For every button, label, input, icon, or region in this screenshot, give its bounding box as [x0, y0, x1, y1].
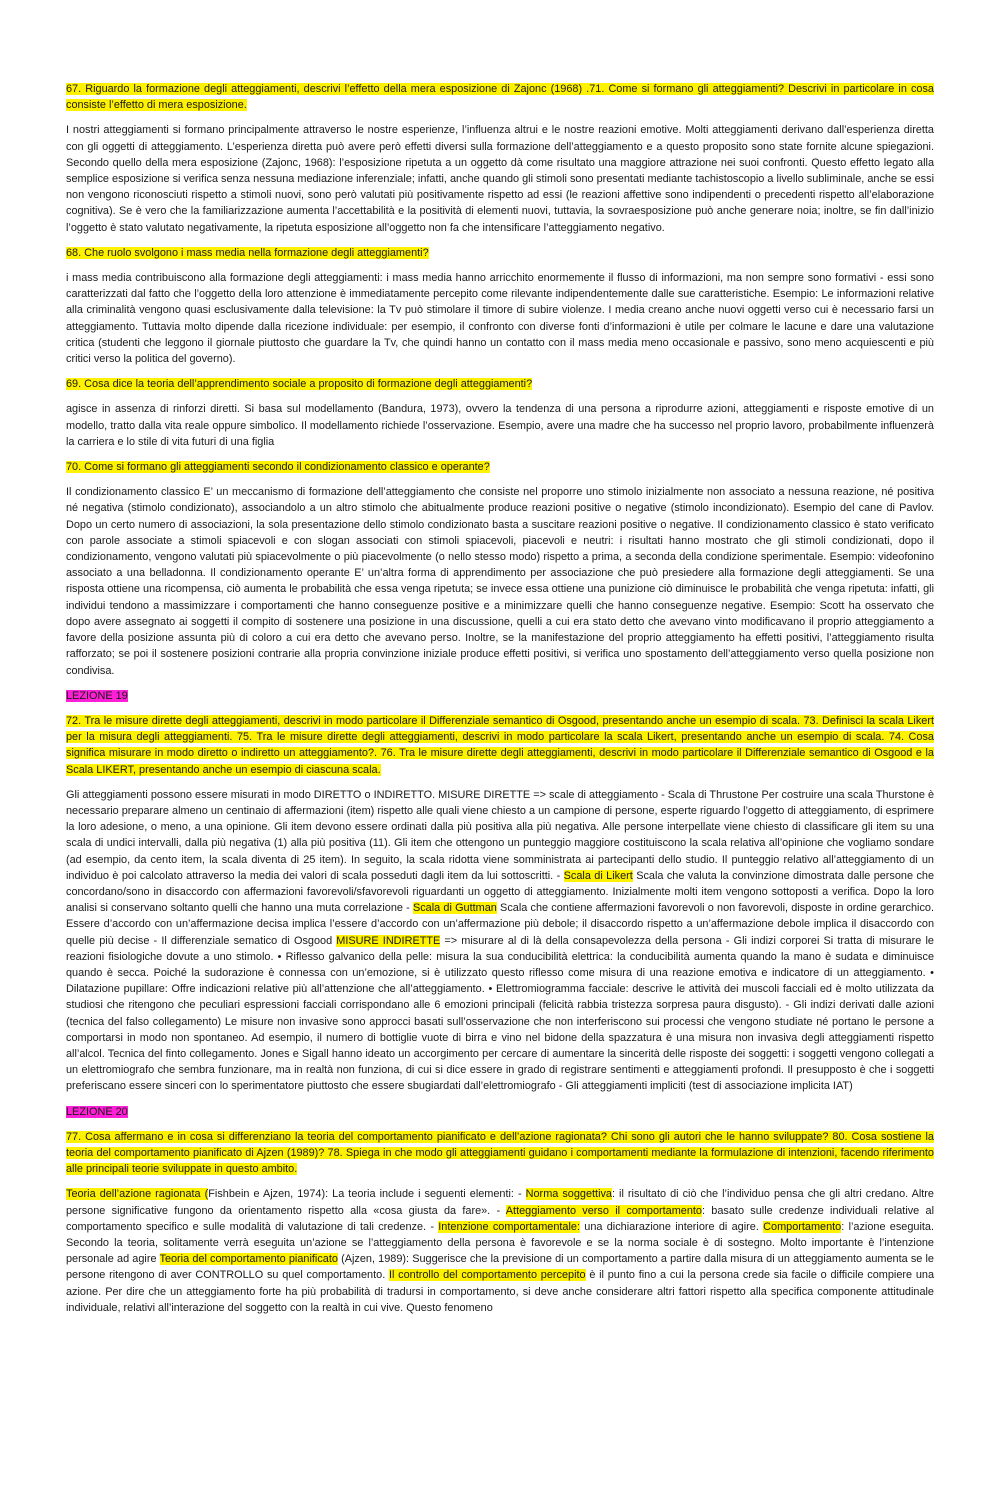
answer-text: i mass media contribuiscono alla formazione degli atteggiamenti: i mass media hanno arricchito enormemente il flusso di informazioni, ma non sempre sono formativi - essi sono caratterizzati dal fatto che l’oggetto della loro attenzione è immediatamente percepito come rilevante indipendentemente dalle sue caratteristiche. Esempio: Le informazioni relative alla criminalità vengono quasi esclusivamente dalla televisione: la Tv può stimolare il timore di subire violenze. I media creano anche nuovi oggetti verso cui è necessario farsi un atteggiamento. Tuttavia molto dipende dalla ricezione individuale: per esempio, il confronto con diverse fonti d’informazioni è utile per colmare le lacune e dare una valutazione critica (studenti che leggono il giornale piuttosto che guardare la Tv, che quindi hanno un contatto con il mass media meno occasionale e passivo, sono meno acquiescenti e più critici verso la politica del governo). [66, 272, 934, 366]
term-highlight: Intenzione comportamentale: [438, 1220, 580, 1233]
answer-69 [66, 401, 934, 450]
term-highlight: Atteggiamento verso il comportamento [505, 1204, 702, 1217]
answer-text: agisce in assenza di rinforzi diretti. Si basa sul modellamento (Bandura, 1973), ovvero la tendenza di una persona a riprodurre azioni, atteggiamenti e risposte emotive di un modello, tratto dalla vita reale oppure simbolico. Il modellamento richiede l’osservazione. Esempio, avere una madre che ha successo nel proprio lavoro, probabilmente influenzerà la carriera e lo stile di vita futuri di una figlia [66, 403, 934, 448]
answer-72 [66, 787, 934, 1095]
term-highlight: Il controllo del comportamento percepito [388, 1269, 586, 1282]
term-highlight-misure-indirette: MISURE INDIRETTE [336, 934, 441, 947]
question-highlight: 70. Come si formano gli atteggiamenti secondo il condizionamento classico e operante? [66, 461, 490, 474]
question-highlight: 67. Riguardo la formazione degli atteggiamenti, descrivi l’effetto della mera esposizione di Zajonc (1968) .71. Come si formano gli atteggiamenti? Descrivi in particolare in cosa consiste l’effetto di mera esposizione. [66, 83, 934, 112]
term-highlight: Norma soggettiva [525, 1188, 612, 1201]
answer-67 [66, 122, 934, 235]
term-highlight: Comportamento [763, 1220, 842, 1233]
answer-text: : basato sulle credenze individuali relative al comportamento specifico e sulle modalità di valutazione di tali credenze. - [66, 1204, 934, 1233]
question-69 [66, 376, 934, 392]
term-highlight-guttman: Scala di Guttman [412, 902, 497, 915]
lesson-highlight: LEZIONE 20 [66, 1105, 128, 1118]
question-67 [66, 81, 934, 113]
question-highlight: 69. Cosa dice la teoria dell’apprendimento sociale a proposito di formazione degli atteggiamenti? [66, 378, 533, 391]
lesson-highlight: LEZIONE 19 [66, 689, 128, 702]
answer-text: Scala che valuta la convinzione dimostrata dalle persone che concordano/sono in disaccordo con affermazioni favorevoli/sfavorevoli riguardanti un oggetto di atteggiamento. Inizialmente molti item vengono sottoposti a verifica. Dopo la loro analisi si conservano soltanto quelli che hanno una muta correlazione - [66, 869, 935, 915]
question-highlight: 77. Cosa affermano e in cosa si differenziano la teoria del comportamento pianificato e dell’azione ragionata? Chi sono gli autori che le hanno sviluppate? 80. Cosa sostiene la teoria del comportamento pianificato di Ajzen (1989)? 78. Spiega in che modo gli atteggiamenti guidano i comportamenti mediante la formulazione di intenzioni, facendo riferimento alle principali teorie sviluppate in questo ambito. [66, 1130, 934, 1176]
question-highlight: 72. Tra le misure dirette degli atteggiamenti, descrivi in modo particolare il Differenziale semantico di Osgood, presentando anche un esempio di scala. 73. Definisci la scala Likert per la misura degli atteggiamenti. 75. Tra le misure dirette degli atteggiamenti, descrivi in modo particolare la scala Likert, presentando anche un esempio di scala. 74. Cosa significa misurare in modo diretto o indiretto un atteggiamento?. 76. Tra le misure dirette degli atteggiamenti, descrivi in modo particolare il Differenziale semantico di Osgood e la Scala LIKERT, presentando anche un esempio di ciascuna scala. [66, 714, 934, 776]
answer-text: Gli atteggiamenti possono essere misurati in modo DIRETTO o INDIRETTO. MISURE DIRETTE => scale di atteggiamento - Scala di Thrustone Per costruire una scala Thurstone è necessario preparare almeno un centinaio di affermazioni (item) rispetto alle quali viene chiesto a un campione di persone, esperte riguardo l’oggetto di atteggiamento, di esprimere la loro adesione, o meno, a una opinione. Gli item devono essere ordinati dalla più positiva alla più negativa. Alle persone interpellate viene chiesto di classificare gli item su una scala di undici intervalli, dalla più negativa (1) alla più positiva (11). Gli item che ottengono un punteggio maggiore costituiscono la scala relativa all’opinione che vogliamo sondare (ad esempio, da cento item, la scala diventa di 25 item). In seguito, la scala ridotta viene somministrata ai partecipanti dello studio. Il punteggio relativo all’atteggiamento di un individuo è poi calcolato attraverso la media dei valori di scala posseduti dagli item da lui sottoscritti. - [66, 788, 934, 882]
answer-68 [66, 270, 934, 367]
answer-text: (Ajzen, 1989): Suggerisce che la previsione di un comportamento a partire dalla misura di un atteggiamento aumenta se le persone ritengono di aver CONTROLLO su quel comportamento. [66, 1253, 934, 1282]
question-72 [66, 713, 934, 778]
term-highlight: Teoria del comportamento pianificato [159, 1253, 338, 1266]
lesson-heading-19 [66, 688, 934, 704]
answer-text: Scala che contiene affermazioni favorevoli o non favorevoli, disposte in ordine gerarchico. Essere d’accordo con un’affermazione decisa implica l’essere d’accordo con un’affermazione più debole; il disaccordo rispetto a un’affermazione debole implica il disaccordo con quelle più decise - Il differenziale sematico di Osgood [66, 902, 934, 947]
question-77 [66, 1129, 934, 1178]
question-70 [66, 459, 934, 475]
answer-text: Fishbein e Ajzen, 1974): La teoria include i seguenti elementi: - [208, 1188, 526, 1201]
answer-text: una dichiarazione interiore di agire. [580, 1220, 764, 1233]
term-highlight-likert: Scala di Likert [563, 869, 633, 882]
answer-70 [66, 484, 934, 678]
answer-77 [66, 1186, 934, 1316]
question-68 [66, 245, 934, 261]
answer-text: Il condizionamento classico E’ un meccanismo di formazione dell’atteggiamento che consiste nel proporre uno stimolo inizialmente non associato a nessuna reazione, né positiva né negativa (stimolo condizionato), associandolo a un altro stimolo che abitualmente produce reazioni positive o negative (stimolo incondizionato). Esempio del cane di Pavlov. Dopo un certo numero di associazioni, la sola presentazione dello stimolo condizionato basta a suscitare reazioni positive o negative. Il condizionamento classico è stato verificato con parole associate a stimoli spiacevoli e con slogan associati con stimoli spiacevoli, piacevoli e neutri: i risultati hanno mostrato che gli stimoli condizionati, dopo il condizionamento, vengono valutati più spiacevolmente o più piacevolmente (o nello stesso modo) rispetto a prima, a seconda della condizione sperimentale. Esempio: videofonino associato a una belladonna. Il condizionamento operante E’ un’altra forma di apprendimento per associazione che può presiedere alla formazione degli atteggiamenti. Se una risposta ottiene una ricompensa, ciò aumenta le probabilità che essa venga ripetuta; se invece essa ottiene una punizione ciò diminuisce le probabilità che venga ripetuta: infatti, gli individui tendono a massimizzare i comportamenti che hanno conseguenze positive e a minimizzare quelli che hanno conseguenze negative. Esempio: Scott ha osservato che dopo avere assegnato ai soggetti il compito di sostenere una posizione in una discussione, quelli a cui era stato detto che avevano vinto modificavano il proprio atteggiamento a favore della posizione assunta più di coloro a cui era detto che avevano perso. Inoltre, se la manifestazione del proprio atteggiamento ha effetti positivi, l’atteggiamento risulta rafforzato; se poi il sostenere posizioni contrarie alla propria convinzione iniziale produce effetti positivi, si verifica uno spostamento dell’atteggiamento verso quella posizione non condivisa. [66, 486, 934, 677]
answer-text: : l’azione eseguita. Secondo la teoria, solitamente verrà eseguita un’azione se l’atteggiamento della persona è favorevole e se la norma sociale è di sostegno. Molto importante è l’intenzione personale ad agire [66, 1220, 934, 1266]
answer-text: : il risultato di ciò che l’individuo pensa che gli altri credano. Altre persone significative fungono da orientamento rispetto alla «cosa giusta da fare». - [66, 1188, 934, 1217]
question-highlight: 68. Che ruolo svolgono i mass media nella formazione degli atteggiamenti? [66, 246, 429, 259]
answer-text: I nostri atteggiamenti si formano principalmente attraverso le nostre esperienze, l’influenza altrui e le nostre reazioni emotive. Molti atteggiamenti derivano dall’esperienza diretta con gli oggetti di atteggiamento. L’esperienza diretta può avere però effetti diversi sulla formazione dell’atteggiamento e a questo proposito sono state fornite alcune spiegazioni. Secondo quello della mera esposizione (Zajonc, 1968): l’esposizione ripetuta a un oggetto dà come risultato una maggiore attrazione nei suoi confronti. Questo effetto legato alla semplice esposizione si verifica senza nessuna mediazione inferenziale; infatti, anche quando gli stimoli sono presentati mediante tachistoscopio a livello subliminale, anche se essi non vengono riconosciuti rispetto a stimoli nuovi, sono però valutati più positivamente rispetto ad essi (le reazioni affettive sono indipendenti o precedenti rispetto all’elaborazione cognitiva). Se è vero che la familiarizzazione aumenta l’accettabilità e la positività di elementi nuovi, tuttavia, la sovraesposizione può anche generare noia; inoltre, se fin dall’inizio l’oggetto è stato valutato negativamente, la ripetuta esposizione all’oggetto non fa che intensificare l’atteggiamento negativo. [66, 124, 934, 234]
term-highlight: Teoria dell’azione ragionata ( [66, 1188, 209, 1201]
answer-text: è il punto fino a cui la persona crede sia facile o difficile compiere una azione. Per dire che un atteggiamento forte ha più probabilità di tradursi in comportamento, si deve anche considerare altri fattori rispetto alla specifica componente attitudinale individuale, relativi all’interazione del soggetto con la realtà in cui vive. Questo fenomeno [66, 1269, 934, 1314]
answer-text: => misurare al di là della consapevolezza della persona - Gli indizi corporei Si tratta di misurare le reazioni fisiologiche dovute a uno stimolo. • Riflesso galvanico della pelle: misura la sua conducibilità elettrica: la conducibilità aumenta quando la mano è sudata e diminuisce quando è secca. Poiché la sudorazione è connessa con un’emozione, si è utilizzato questo riflesso come misura di una reazione emotiva e indicatore di un atteggiamento. • Dilatazione pupillare: Offre indicazioni relative più all’attenzione che all’atteggiamento. • Elettromiogramma facciale: descrive le attività dei muscoli facciali ed è molto utilizzata da studiosi che ritengono che peculiari espressioni facciali corrispondano alle 6 emozioni principali (felicità rabbia tristezza sorpresa paura disgusto). - Gli indizi derivati dalle azioni (tecnica del falso collegamento) Le misure non invasive sono approcci basati sull’osservazione che non interferiscono sui processi che vengono studiate né portano le persone a comportarsi in modo non spontaneo. Ad esempio, il numero di bottiglie vuote di birra e vino nel bidone della spazzatura è una misura non invasiva degli atteggiamenti rispetto all’alcol. Tecnica del finto collegamento. Jones e Sigall hanno ideato un accorgimento per cercare di aumentare la sincerità delle risposte dei soggetti: i soggetti vengono collegati a un elettromiografo che sembra funzionare, ma in realtà non funziona, di cui si dice essere in grado di registrare sentimenti e atteggiamenti profondi. Il presupposto è che i soggetti preferiscano essere sinceri con lo sperimentatore piuttosto che essere sbugiardati dall’elettromiografo - Gli atteggiamenti impliciti (test di associazione implicita IAT) [66, 934, 934, 1093]
lesson-heading-20 [66, 1104, 934, 1120]
